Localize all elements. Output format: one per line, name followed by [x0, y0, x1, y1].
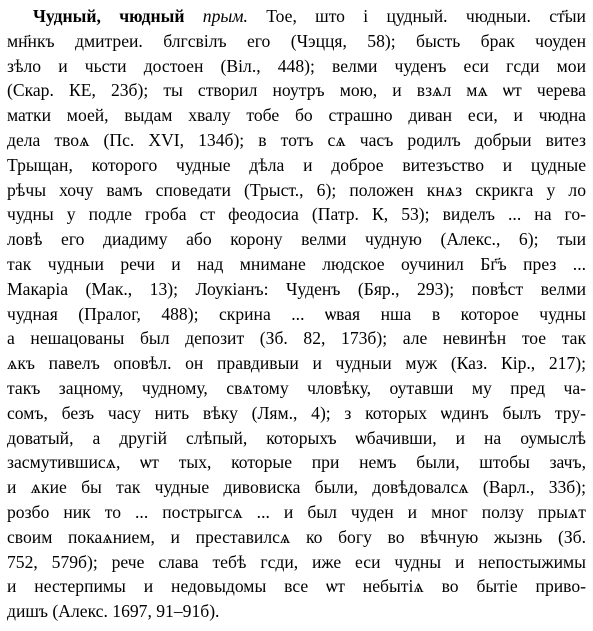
entry-line	[7, 4, 586, 29]
entry-line: (Скар. КЕ, 23б); ты створил ноутръ мою, и взѧл мѧ ѡт черева	[7, 80, 586, 101]
entry-line: ѧкъ павелъ оповѣл. он правдивыи и чудныи муж (Каз. Кір., 217);	[7, 353, 586, 374]
headword: Чудный, чюдный	[33, 6, 185, 26]
entry-line: чудная (Пралог, 488); скрина ... ѡвая нша в которое чудны	[7, 303, 586, 324]
entry-line: засмутившисѧ, ѡт тых, которые при немъ были, штобы зачъ,	[7, 452, 586, 473]
entry-line: так чудныи речи и над мниманe людское оучинил Бг҃ъ през ...	[7, 253, 586, 274]
entry-line: доватый, а другій слѣпый, которыхъ ѡбачивши, и на оумыслѣ	[7, 427, 586, 448]
entry-line: сомъ, безъ часу нить вѣку (Лям., 4); з которых ѡдинъ былъ тру-	[7, 402, 586, 423]
entry-line: дела твоѧ (Пс. XVI, 134б); в тотъ сѧ часъ родилъ добрыи витез	[7, 129, 586, 150]
entry-line: мн҃нкъ дмитреи. блгсвілъ его (Чэцця, 58); бысть брак чоуден	[7, 30, 586, 51]
entry-line: дишъ (Алекс. 1697, 91–91б).	[7, 601, 220, 622]
entry-line-text: Тое, што і цудный. чюдныи. ст҃ыи	[247, 6, 586, 26]
entry-line: и ѧкие бы так чудные дивовиска были, довѣдовалсѧ (Варл., 33б);	[7, 477, 586, 498]
grammar-label: прым.	[202, 6, 248, 26]
entry-line: своим покаѧнием, и преставилсѧ ко богу во вѣчную жызнь (Зб.	[7, 526, 586, 547]
entry-line: Макаріа (Мак., 13); Лоукіанъ: Чуденъ (Бяр., 293); повѣст велми	[7, 278, 586, 299]
entry-line: зѣло и чьсти достоен (Віл., 448); велми чуденъ еси гсди мои	[7, 55, 586, 76]
entry-line: 752, 579б); рече слава тебѣ гсди, иже еси чудны и непостыжимы	[7, 551, 586, 572]
entry-line: чудны у подле гроба ст феодосиа (Патр. К, 53); виделъ ... на го-	[7, 204, 586, 225]
entry-line: ловѣ его диадиму або корону велми чудную (Алекс., 6); тыи	[7, 229, 586, 250]
entry-line: рѣчы хочу вамъ споведати (Трыст., 6); положен кнѧз скрикга у ло	[7, 179, 586, 200]
entry-line: Трыщан, которого чудные дѣла и доброе витезъство и цудные	[7, 154, 586, 175]
entry-line: розбо ник то ... пострыгсѧ ... и был чуден и мног ползу прыѧт	[7, 501, 586, 522]
entry-line: такъ зацному, чудному, свѧтому чловѣку, оутавши му пред ча-	[7, 377, 586, 398]
entry-line: матки моей, выдам хвалу тобе бо страшно диван еси, и чюдна	[7, 105, 586, 126]
entry-line: а нешацованы был депозит (Зб. 82, 173б); але невинѣн тое так	[7, 328, 586, 349]
entry-line: и нестерпимы и недовыдомы все ѡт небытіѧ во бытіе приво-	[7, 576, 586, 597]
